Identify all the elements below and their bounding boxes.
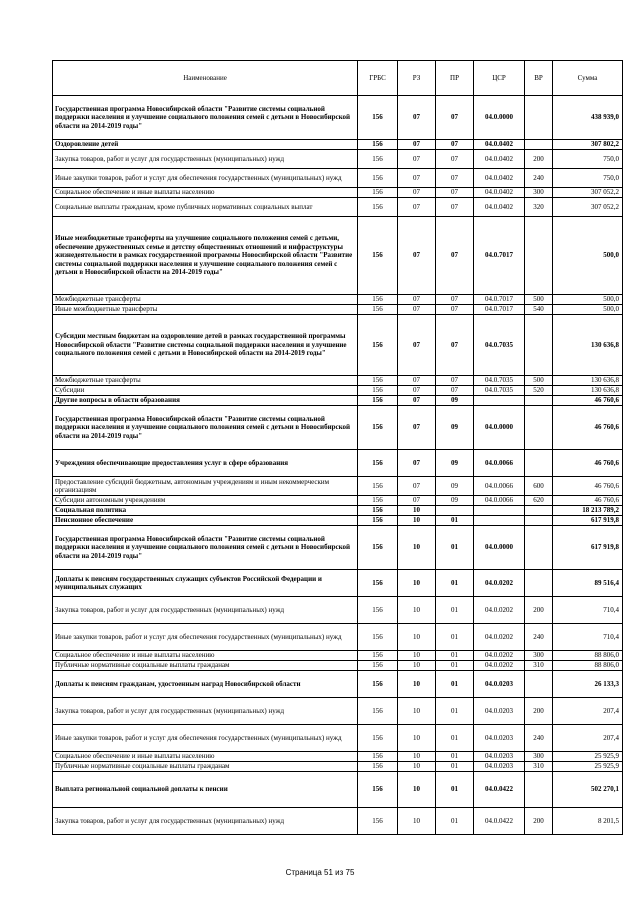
cell-rz: 07 bbox=[398, 96, 436, 140]
cell-grbs: 156 bbox=[358, 477, 398, 496]
cell-vr bbox=[525, 516, 553, 526]
cell-name: Социальные выплаты гражданам, кроме публичных нормативных социальных выплат bbox=[53, 198, 358, 217]
cell-vr bbox=[525, 570, 553, 597]
cell-csr: 04.0.7035 bbox=[474, 376, 525, 386]
cell-rz: 10 bbox=[398, 624, 436, 651]
cell-vr: 200 bbox=[525, 150, 553, 169]
cell-name: Субсидии bbox=[53, 386, 358, 396]
cell-rz: 10 bbox=[398, 772, 436, 808]
cell-sum: 46 760,6 bbox=[553, 406, 623, 450]
table-row bbox=[53, 762, 623, 772]
cell-name: Доплаты к пенсиям гражданам, удостоенным наград Новосибирской области bbox=[53, 671, 358, 698]
cell-pr: 07 bbox=[436, 295, 474, 305]
cell-csr: 04.0.0202 bbox=[474, 570, 525, 597]
cell-vr: 200 bbox=[525, 808, 553, 835]
cell-pr: 01 bbox=[436, 597, 474, 624]
cell-sum: 88 806,0 bbox=[553, 661, 623, 671]
cell-grbs: 156 bbox=[358, 496, 398, 506]
cell-rz: 10 bbox=[398, 570, 436, 597]
cell-grbs: 156 bbox=[358, 698, 398, 725]
cell-sum: 89 516,4 bbox=[553, 570, 623, 597]
cell-rz: 10 bbox=[398, 651, 436, 661]
cell-pr: 01 bbox=[436, 651, 474, 661]
cell-vr: 620 bbox=[525, 496, 553, 506]
cell-pr: 01 bbox=[436, 698, 474, 725]
cell-sum: 26 133,3 bbox=[553, 671, 623, 698]
table-row bbox=[53, 96, 623, 140]
cell-name: Иные закупки товаров, работ и услуг для обеспечения государственных (муниципальных) нужд bbox=[53, 624, 358, 651]
table-row bbox=[53, 570, 623, 597]
cell-sum: 617 919,8 bbox=[553, 526, 623, 570]
cell-name: Закупка товаров, работ и услуг для государственных (муниципальных) нужд bbox=[53, 698, 358, 725]
cell-vr: 300 bbox=[525, 188, 553, 198]
table-row bbox=[53, 376, 623, 386]
cell-rz: 10 bbox=[398, 526, 436, 570]
cell-name: Иные закупки товаров, работ и услуг для обеспечения государственных (муниципальных) нужд bbox=[53, 169, 358, 188]
table-row bbox=[53, 140, 623, 150]
cell-rz: 10 bbox=[398, 671, 436, 698]
cell-name: Субсидии автономным учреждениям bbox=[53, 496, 358, 506]
cell-pr: 01 bbox=[436, 725, 474, 752]
cell-grbs: 156 bbox=[358, 671, 398, 698]
table-row bbox=[53, 305, 623, 315]
cell-grbs: 156 bbox=[358, 396, 398, 406]
cell-name: Закупка товаров, работ и услуг для государственных (муниципальных) нужд bbox=[53, 808, 358, 835]
cell-grbs: 156 bbox=[358, 188, 398, 198]
cell-sum: 46 760,6 bbox=[553, 450, 623, 477]
cell-grbs: 156 bbox=[358, 597, 398, 624]
cell-sum: 18 213 789,2 bbox=[553, 506, 623, 516]
cell-grbs: 156 bbox=[358, 725, 398, 752]
table-row bbox=[53, 496, 623, 506]
cell-pr: 07 bbox=[436, 198, 474, 217]
cell-grbs: 156 bbox=[358, 661, 398, 671]
cell-grbs: 156 bbox=[358, 169, 398, 188]
cell-csr: 04.0.0203 bbox=[474, 762, 525, 772]
cell-grbs: 156 bbox=[358, 506, 398, 516]
table-row bbox=[53, 396, 623, 406]
cell-csr: 04.0.0202 bbox=[474, 597, 525, 624]
cell-sum: 130 636,8 bbox=[553, 386, 623, 396]
cell-csr: 04.0.7017 bbox=[474, 305, 525, 315]
cell-grbs: 156 bbox=[358, 198, 398, 217]
cell-rz: 07 bbox=[398, 396, 436, 406]
cell-sum: 88 806,0 bbox=[553, 651, 623, 661]
cell-pr: 07 bbox=[436, 150, 474, 169]
cell-csr: 04.0.0402 bbox=[474, 188, 525, 198]
cell-vr: 300 bbox=[525, 651, 553, 661]
cell-rz: 07 bbox=[398, 169, 436, 188]
table-header-row bbox=[53, 61, 623, 96]
cell-vr bbox=[525, 506, 553, 516]
cell-rz: 10 bbox=[398, 516, 436, 526]
cell-csr: 04.0.0202 bbox=[474, 661, 525, 671]
cell-vr: 540 bbox=[525, 305, 553, 315]
cell-name: Пенсионное обеспечение bbox=[53, 516, 358, 526]
table-row bbox=[53, 477, 623, 496]
cell-vr bbox=[525, 450, 553, 477]
cell-grbs: 156 bbox=[358, 376, 398, 386]
cell-pr: 07 bbox=[436, 169, 474, 188]
cell-csr bbox=[474, 506, 525, 516]
cell-pr: 01 bbox=[436, 671, 474, 698]
cell-rz: 07 bbox=[398, 305, 436, 315]
cell-name: Оздоровление детей bbox=[53, 140, 358, 150]
cell-name: Иные межбюджетные трансферты на улучшение социального положения семей с детьми, обеспечение дружественных семье и детству общественных отношений и инфраструктуры жизнедеятельности в рамках государственной программы Новосибирской области "Развитие системы социальной поддержки населения и улучшение социального положения семей с детьми в Новосибирской области на 2014-2019 годы" bbox=[53, 217, 358, 295]
table-row bbox=[53, 217, 623, 295]
cell-vr: 320 bbox=[525, 198, 553, 217]
cell-name: Предоставление субсидий бюджетным, автономным учреждениям и иным некоммерческим организациям bbox=[53, 477, 358, 496]
table-row bbox=[53, 295, 623, 305]
table-row bbox=[53, 624, 623, 651]
cell-vr: 600 bbox=[525, 477, 553, 496]
cell-grbs: 156 bbox=[358, 315, 398, 376]
cell-vr: 520 bbox=[525, 386, 553, 396]
table-row bbox=[53, 188, 623, 198]
cell-vr: 310 bbox=[525, 762, 553, 772]
cell-sum: 750,0 bbox=[553, 150, 623, 169]
cell-vr bbox=[525, 96, 553, 140]
budget-table bbox=[52, 60, 623, 835]
cell-pr: 01 bbox=[436, 808, 474, 835]
cell-grbs: 156 bbox=[358, 570, 398, 597]
cell-sum: 130 636,8 bbox=[553, 315, 623, 376]
cell-pr: 01 bbox=[436, 516, 474, 526]
table-row bbox=[53, 386, 623, 396]
cell-pr: 01 bbox=[436, 570, 474, 597]
cell-rz: 07 bbox=[398, 376, 436, 386]
header-sum: Сумма bbox=[553, 61, 623, 96]
cell-vr bbox=[525, 140, 553, 150]
table-row bbox=[53, 406, 623, 450]
table-row bbox=[53, 516, 623, 526]
cell-sum: 500,0 bbox=[553, 217, 623, 295]
cell-name: Межбюджетные трансферты bbox=[53, 295, 358, 305]
cell-csr: 04.0.7035 bbox=[474, 386, 525, 396]
cell-grbs: 156 bbox=[358, 526, 398, 570]
cell-pr: 07 bbox=[436, 305, 474, 315]
cell-rz: 10 bbox=[398, 661, 436, 671]
cell-sum: 130 636,8 bbox=[553, 376, 623, 386]
cell-csr: 04.0.0422 bbox=[474, 772, 525, 808]
cell-csr: 04.0.7017 bbox=[474, 217, 525, 295]
cell-csr: 04.0.0203 bbox=[474, 671, 525, 698]
table-row bbox=[53, 698, 623, 725]
cell-name: Публичные нормативные социальные выплаты гражданам bbox=[53, 661, 358, 671]
header-name: Наименование bbox=[53, 61, 358, 96]
cell-vr: 200 bbox=[525, 698, 553, 725]
cell-grbs: 156 bbox=[358, 624, 398, 651]
cell-sum: 46 760,6 bbox=[553, 496, 623, 506]
cell-csr: 04.0.0203 bbox=[474, 698, 525, 725]
cell-pr: 07 bbox=[436, 140, 474, 150]
cell-rz: 10 bbox=[398, 725, 436, 752]
cell-rz: 07 bbox=[398, 406, 436, 450]
cell-pr: 01 bbox=[436, 752, 474, 762]
cell-pr: 01 bbox=[436, 526, 474, 570]
table-row bbox=[53, 808, 623, 835]
table-row bbox=[53, 150, 623, 169]
cell-pr: 09 bbox=[436, 406, 474, 450]
cell-grbs: 156 bbox=[358, 808, 398, 835]
cell-rz: 07 bbox=[398, 450, 436, 477]
cell-vr: 500 bbox=[525, 376, 553, 386]
cell-name: Государственная программа Новосибирской области "Развитие системы социальной поддержки населения и улучшение социального положения семей с детьми в Новосибирской области на 2014-2019 годы" bbox=[53, 406, 358, 450]
header-rz: РЗ bbox=[398, 61, 436, 96]
cell-vr bbox=[525, 315, 553, 376]
cell-vr bbox=[525, 671, 553, 698]
cell-pr: 07 bbox=[436, 96, 474, 140]
cell-rz: 07 bbox=[398, 150, 436, 169]
cell-rz: 07 bbox=[398, 140, 436, 150]
cell-pr: 09 bbox=[436, 396, 474, 406]
cell-csr: 04.0.0202 bbox=[474, 624, 525, 651]
cell-sum: 207,4 bbox=[553, 725, 623, 752]
cell-sum: 307 052,2 bbox=[553, 198, 623, 217]
cell-grbs: 156 bbox=[358, 772, 398, 808]
cell-grbs: 156 bbox=[358, 752, 398, 762]
cell-pr bbox=[436, 506, 474, 516]
cell-name: Социальная политика bbox=[53, 506, 358, 516]
cell-name: Доплаты к пенсиям государственных служащих субъектов Российской Федерации и муниципальных служащих bbox=[53, 570, 358, 597]
page-footer: Страница 51 из 75 bbox=[285, 868, 355, 877]
cell-grbs: 156 bbox=[358, 96, 398, 140]
cell-vr: 310 bbox=[525, 661, 553, 671]
cell-sum: 207,4 bbox=[553, 698, 623, 725]
cell-grbs: 156 bbox=[358, 516, 398, 526]
cell-vr bbox=[525, 526, 553, 570]
cell-rz: 07 bbox=[398, 198, 436, 217]
cell-csr: 04.0.0000 bbox=[474, 526, 525, 570]
cell-pr: 09 bbox=[436, 477, 474, 496]
cell-grbs: 156 bbox=[358, 762, 398, 772]
budget-page bbox=[52, 60, 622, 835]
table-row bbox=[53, 752, 623, 762]
cell-rz: 10 bbox=[398, 762, 436, 772]
table-row bbox=[53, 661, 623, 671]
cell-grbs: 156 bbox=[358, 140, 398, 150]
cell-vr: 200 bbox=[525, 597, 553, 624]
cell-sum: 8 201,5 bbox=[553, 808, 623, 835]
cell-csr: 04.0.0203 bbox=[474, 725, 525, 752]
cell-name: Закупка товаров, работ и услуг для государственных (муниципальных) нужд bbox=[53, 150, 358, 169]
cell-sum: 500,0 bbox=[553, 305, 623, 315]
cell-grbs: 156 bbox=[358, 295, 398, 305]
cell-csr: 04.0.7017 bbox=[474, 295, 525, 305]
cell-csr: 04.0.0202 bbox=[474, 651, 525, 661]
cell-csr: 04.0.0066 bbox=[474, 496, 525, 506]
cell-name: Государственная программа Новосибирской области "Развитие системы социальной поддержки населения и улучшение социального положения семей с детьми в Новосибирской области на 2014-2019 годы" bbox=[53, 96, 358, 140]
cell-sum: 25 925,9 bbox=[553, 762, 623, 772]
cell-sum: 502 270,1 bbox=[553, 772, 623, 808]
cell-csr: 04.0.0402 bbox=[474, 198, 525, 217]
cell-csr: 04.0.0402 bbox=[474, 169, 525, 188]
cell-rz: 07 bbox=[398, 217, 436, 295]
cell-rz: 07 bbox=[398, 188, 436, 198]
cell-pr: 01 bbox=[436, 762, 474, 772]
cell-rz: 10 bbox=[398, 597, 436, 624]
header-pr: ПР bbox=[436, 61, 474, 96]
table-row bbox=[53, 772, 623, 808]
table-row bbox=[53, 315, 623, 376]
cell-csr: 04.0.0066 bbox=[474, 477, 525, 496]
cell-name: Субсидии местным бюджетам на оздоровление детей в рамках государственной программы Новосибирской области "Развитие системы социальной поддержки населения и улучшение социального положения семей с детьми в Новосибирской области на 2014-2019 годы" bbox=[53, 315, 358, 376]
cell-rz: 07 bbox=[398, 386, 436, 396]
cell-grbs: 156 bbox=[358, 406, 398, 450]
cell-sum: 750,0 bbox=[553, 169, 623, 188]
cell-csr: 04.0.0402 bbox=[474, 150, 525, 169]
cell-name: Социальное обеспечение и иные выплаты населению bbox=[53, 651, 358, 661]
cell-grbs: 156 bbox=[358, 217, 398, 295]
cell-csr bbox=[474, 396, 525, 406]
cell-csr: 04.0.0000 bbox=[474, 96, 525, 140]
cell-grbs: 156 bbox=[358, 386, 398, 396]
cell-pr: 01 bbox=[436, 772, 474, 808]
header-grbs: ГРБС bbox=[358, 61, 398, 96]
cell-name: Социальное обеспечение и иные выплаты населению bbox=[53, 188, 358, 198]
cell-rz: 07 bbox=[398, 295, 436, 305]
cell-name: Иные межбюджетные трансферты bbox=[53, 305, 358, 315]
cell-grbs: 156 bbox=[358, 305, 398, 315]
table-row bbox=[53, 198, 623, 217]
cell-csr: 04.0.0402 bbox=[474, 140, 525, 150]
cell-grbs: 156 bbox=[358, 450, 398, 477]
cell-sum: 500,0 bbox=[553, 295, 623, 305]
cell-pr: 07 bbox=[436, 217, 474, 295]
cell-pr: 07 bbox=[436, 376, 474, 386]
cell-name: Иные закупки товаров, работ и услуг для обеспечения государственных (муниципальных) нужд bbox=[53, 725, 358, 752]
cell-pr: 01 bbox=[436, 624, 474, 651]
cell-vr: 240 bbox=[525, 624, 553, 651]
cell-vr: 240 bbox=[525, 169, 553, 188]
cell-name: Государственная программа Новосибирской области "Развитие системы социальной поддержки населения и улучшение социального положения семей с детьми в Новосибирской области на 2014-2019 годы" bbox=[53, 526, 358, 570]
cell-rz: 10 bbox=[398, 808, 436, 835]
table-row bbox=[53, 526, 623, 570]
cell-rz: 10 bbox=[398, 698, 436, 725]
cell-pr: 07 bbox=[436, 315, 474, 376]
cell-vr bbox=[525, 406, 553, 450]
cell-pr: 09 bbox=[436, 496, 474, 506]
cell-pr: 07 bbox=[436, 386, 474, 396]
cell-vr: 240 bbox=[525, 725, 553, 752]
cell-name: Закупка товаров, работ и услуг для государственных (муниципальных) нужд bbox=[53, 597, 358, 624]
table-row bbox=[53, 450, 623, 477]
table-row bbox=[53, 651, 623, 661]
cell-vr: 500 bbox=[525, 295, 553, 305]
cell-pr: 01 bbox=[436, 661, 474, 671]
table-row bbox=[53, 597, 623, 624]
cell-csr bbox=[474, 516, 525, 526]
cell-name: Учреждения обеспечивающие предоставления услуг в сфере образования bbox=[53, 450, 358, 477]
cell-sum: 438 939,0 bbox=[553, 96, 623, 140]
cell-sum: 46 760,6 bbox=[553, 477, 623, 496]
cell-sum: 46 760,6 bbox=[553, 396, 623, 406]
cell-vr bbox=[525, 772, 553, 808]
cell-pr: 07 bbox=[436, 188, 474, 198]
cell-sum: 307 052,2 bbox=[553, 188, 623, 198]
cell-vr bbox=[525, 217, 553, 295]
cell-csr: 04.0.7035 bbox=[474, 315, 525, 376]
table-row bbox=[53, 725, 623, 752]
cell-csr: 04.0.0000 bbox=[474, 406, 525, 450]
table-row bbox=[53, 671, 623, 698]
cell-name: Выплата региональной социальной доплаты к пенсии bbox=[53, 772, 358, 808]
cell-csr: 04.0.0066 bbox=[474, 450, 525, 477]
cell-sum: 307 802,2 bbox=[553, 140, 623, 150]
cell-rz: 07 bbox=[398, 477, 436, 496]
table-row bbox=[53, 506, 623, 516]
cell-name: Публичные нормативные социальные выплаты гражданам bbox=[53, 762, 358, 772]
cell-grbs: 156 bbox=[358, 651, 398, 661]
cell-vr: 300 bbox=[525, 752, 553, 762]
cell-rz: 07 bbox=[398, 496, 436, 506]
cell-name: Другие вопросы в области образования bbox=[53, 396, 358, 406]
cell-pr: 09 bbox=[436, 450, 474, 477]
cell-name: Межбюджетные трансферты bbox=[53, 376, 358, 386]
cell-rz: 10 bbox=[398, 506, 436, 516]
table-row bbox=[53, 169, 623, 188]
cell-grbs: 156 bbox=[358, 150, 398, 169]
cell-rz: 07 bbox=[398, 315, 436, 376]
cell-sum: 25 925,9 bbox=[553, 752, 623, 762]
cell-csr: 04.0.0422 bbox=[474, 808, 525, 835]
cell-sum: 710,4 bbox=[553, 597, 623, 624]
cell-sum: 617 919,8 bbox=[553, 516, 623, 526]
cell-rz: 10 bbox=[398, 752, 436, 762]
cell-name: Социальное обеспечение и иные выплаты населению bbox=[53, 752, 358, 762]
cell-csr: 04.0.0203 bbox=[474, 752, 525, 762]
header-csr: ЦСР bbox=[474, 61, 525, 96]
cell-sum: 710,4 bbox=[553, 624, 623, 651]
cell-vr bbox=[525, 396, 553, 406]
header-vr: ВР bbox=[525, 61, 553, 96]
